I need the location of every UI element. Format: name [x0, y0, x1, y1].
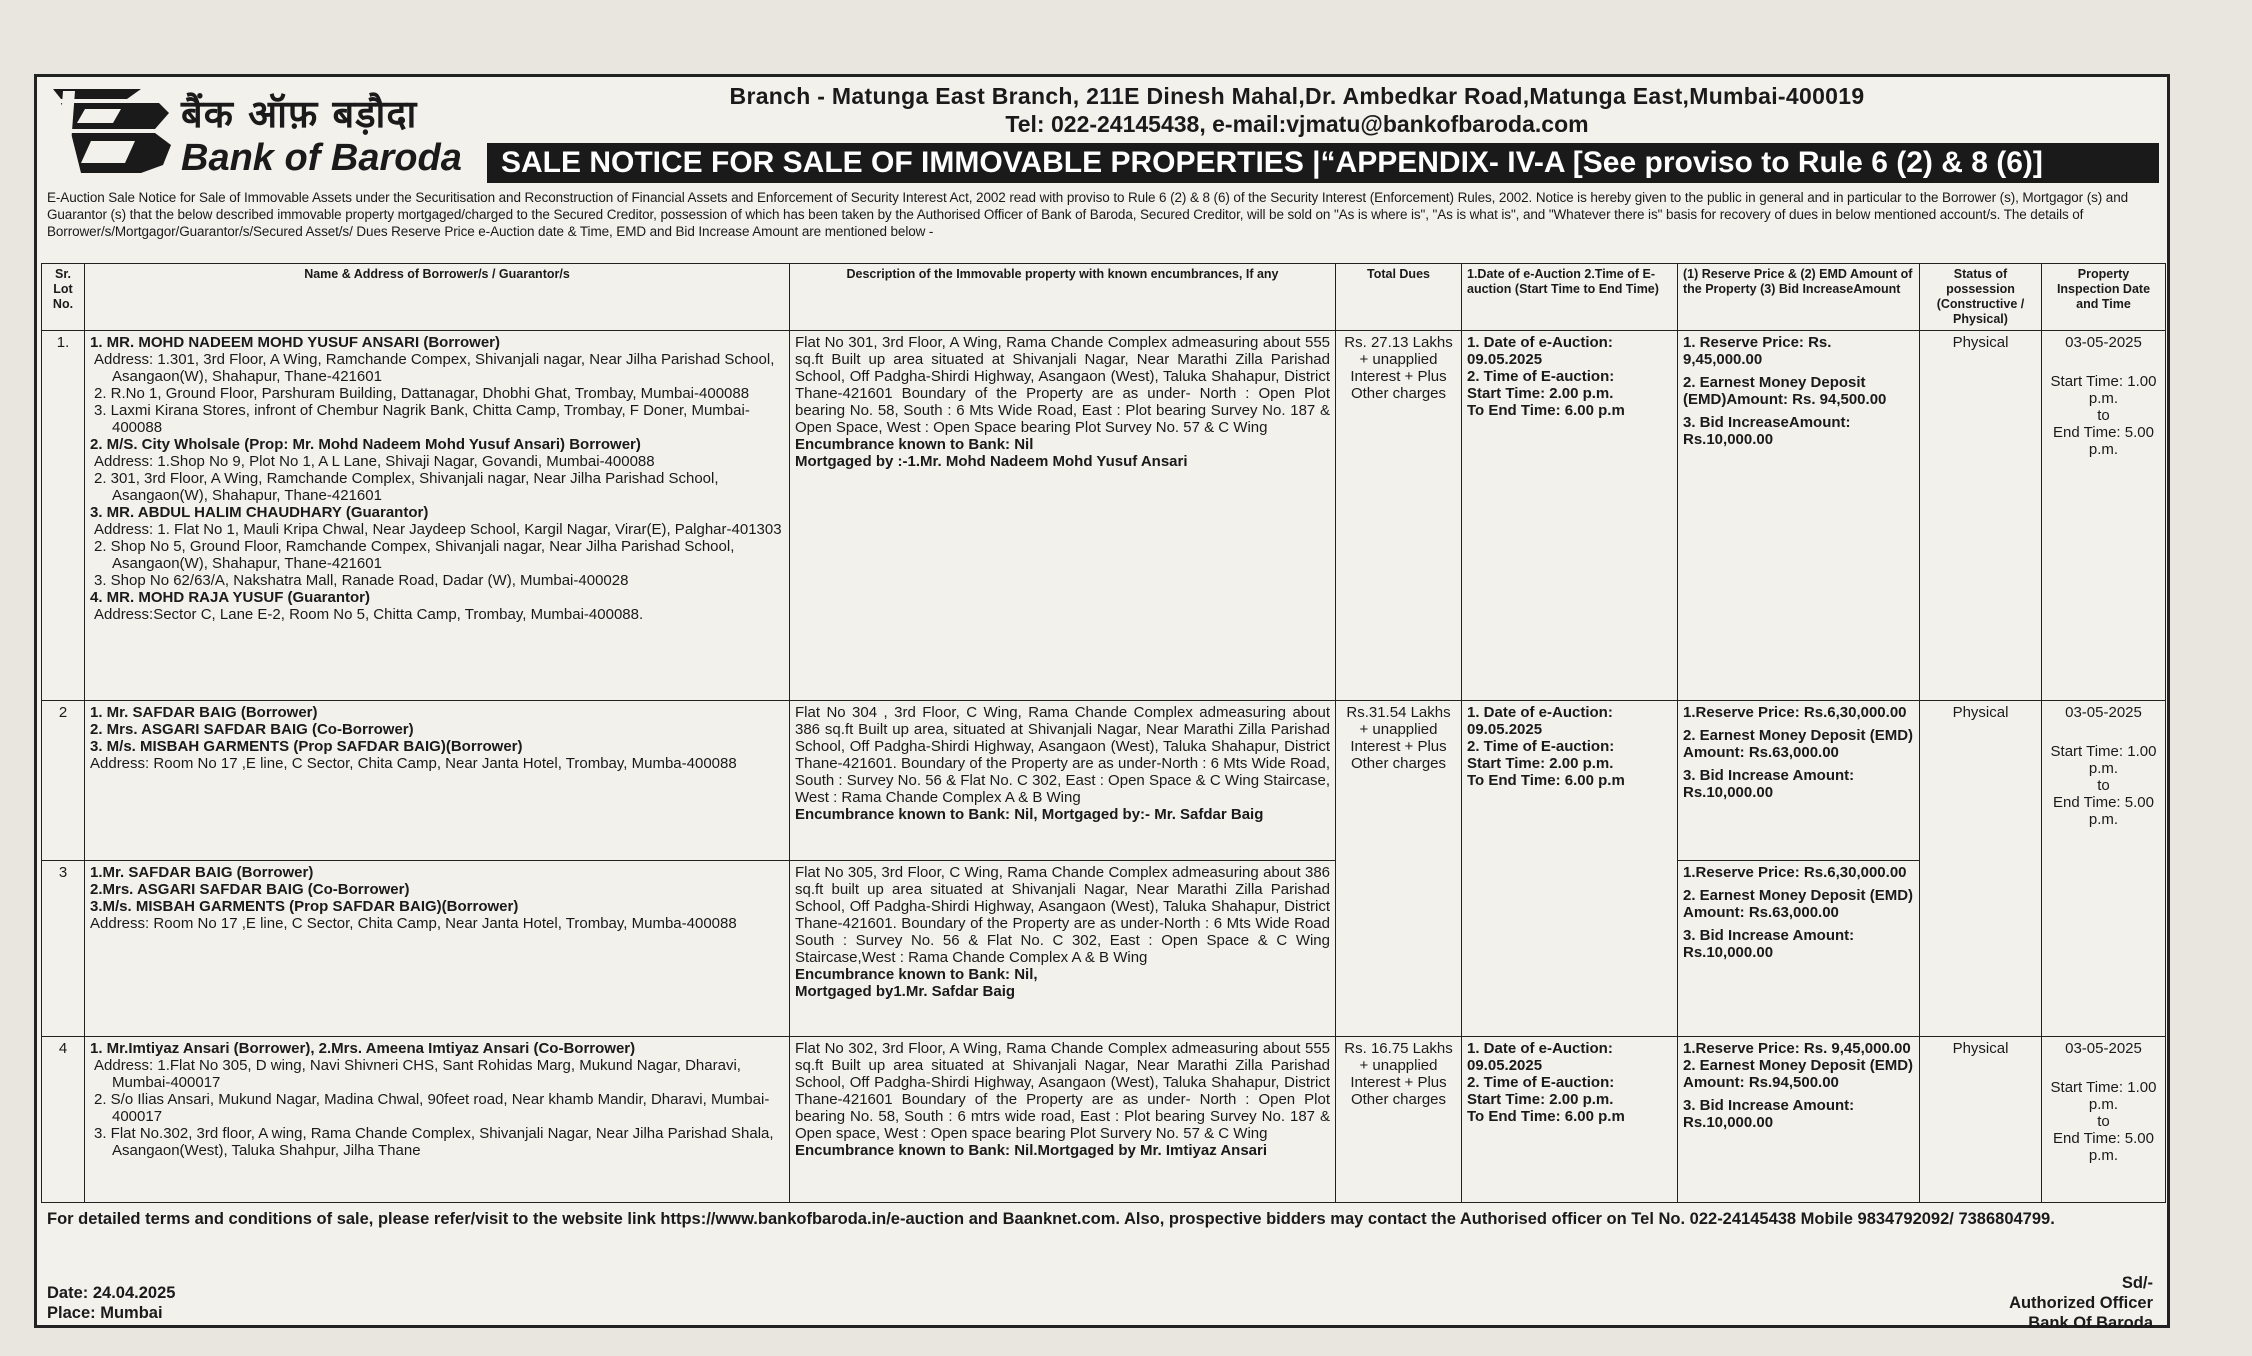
emd-amount: 2. Earnest Money Deposit (EMD) Amount: Rs.94,500.00 [1683, 1057, 1914, 1091]
branch-address: Branch - Matunga East Branch, 211E Dinesh Mahal,Dr. Ambedkar Road,Matunga East,Mumbai-400019 [729, 83, 1865, 109]
notice-place: Place: Mumbai [47, 1304, 163, 1322]
party-line: Address:Sector C, Lane E-2, Room No 5, Chitta Camp, Trombay, Mumbai-400088. [94, 606, 644, 623]
signature-block [2009, 1273, 2153, 1333]
property-text: Flat No 302, 3rd Floor, A Wing, Rama Chande Complex admeasuring about 555 sq.ft Built up area situated at Shivanjali Nagar, Near Marathi Zilla Parishad School, Off Padgha-Shirdi Highway, Asangaon (West), Taluka Shahapur, District Thane-421601 Boundary of the Property are as under- North : Open Plot bearing No. 58, South : 6 mtrs wide road, East : Plot bearing Survey No. 187 & Open space, West : Open space bearing Plot Survery No. 57 & C Wing [795, 1040, 1330, 1142]
inspection-to: to [2097, 1113, 2110, 1130]
auction-schedule [1462, 331, 1678, 701]
properties-table [41, 263, 2166, 1203]
date-place-block [47, 1283, 175, 1323]
party-line: Address: 1.301, 3rd Floor, A Wing, Ramchande Compex, Shivanjali nagar, Near Jilha Parishad School, Asangaon(W), Shahapur, Thane-421601 [94, 351, 775, 385]
reserve-price: 1. Reserve Price: Rs. 9,45,000.00 [1683, 334, 1832, 368]
inspection-end: End Time: 5.00 p.m. [2053, 794, 2154, 828]
price-details [1678, 331, 1920, 701]
bid-increase: 3. Bid IncreaseAmount: Rs.10,000.00 [1683, 414, 1851, 448]
party-title: 2. Mrs. ASGARI SAFDAR BAIG (Co-Borrower) [90, 721, 414, 738]
party-title: 3. M/s. MISBAH GARMENTS (Prop SAFDAR BAIG)(Borrower) [90, 738, 523, 755]
auction-schedule [1462, 1037, 1678, 1203]
table-row [42, 1037, 2166, 1203]
lot-number: 3 [42, 861, 85, 1037]
auction-time-label: 2. Time of E-auction: [1467, 1074, 1615, 1091]
col-header-name: Name & Address of Borrower/s / Guarantor/s [85, 264, 790, 331]
auction-start: Start Time: 2.00 p.m. [1467, 1091, 1614, 1108]
inspection-to: to [2097, 777, 2110, 794]
inspection-schedule [2042, 331, 2166, 701]
col-header-status: Status of possession (Constructive / Physical) [1920, 264, 2042, 331]
inspection-schedule [2042, 701, 2166, 1037]
party-title: 3.M/s. MISBAH GARMENTS (Prop SAFDAR BAIG)(Borrower) [90, 898, 519, 915]
party-title: 1. MR. MOHD NADEEM MOHD YUSUF ANSARI (Borrower) [90, 334, 501, 351]
party-title: 1.Mr. SAFDAR BAIG (Borrower) [90, 864, 314, 881]
inspection-date: 03-05-2025 [2065, 704, 2142, 721]
emd-amount: 2. Earnest Money Deposit (EMD) Amount: Rs.63,000.00 [1683, 727, 1914, 761]
inspection-date: 03-05-2025 [2065, 334, 2142, 351]
emd-amount: 2. Earnest Money Deposit (EMD) Amount: Rs.63,000.00 [1683, 887, 1914, 921]
inspection-start: Start Time: 1.00 p.m. [2050, 1079, 2157, 1113]
encumbrance-text: Encumbrance known to Bank: Nil [795, 436, 1034, 453]
table-row [42, 861, 2166, 1037]
col-header-price: (1) Reserve Price & (2) EMD Amount of the Property (3) Bid IncreaseAmount [1678, 264, 1920, 331]
total-dues: Rs.31.54 Lakhs + unapplied Interest + Plus Other charges [1336, 701, 1462, 1037]
encumbrance-text: Encumbrance known to Bank: Nil, [795, 966, 1038, 983]
auction-date: 1. Date of e-Auction: 09.05.2025 [1467, 1040, 1613, 1074]
property-text: Flat No 305, 3rd Floor, C Wing, Rama Chande Complex admeasuring about 386 sq.ft built up area situated at Shivanjali Nagar, Near Marathi Zilla Parishad School, Off Padgha-Shirdi Highway, Asangaon (West), Taluka Shahapur, District Thane-421601. Boundary of the Property are as under-North : 6 Mts Wide Road South : Survey No. 56 & Flat No. C 302, East : Open Space & C Wing Staircase,West : Rama Chande Complex A & B Wing [795, 864, 1330, 966]
mortgaged-text: Mortgaged by :-1.Mr. Mohd Nadeem Mohd Yusuf Ansari [795, 453, 1188, 470]
party-title: 4. MR. MOHD RAJA YUSUF (Guarantor) [90, 589, 371, 606]
notice-date: Date: 24.04.2025 [47, 1284, 176, 1302]
bid-increase: 3. Bid Increase Amount: Rs.10,000.00 [1683, 767, 1855, 801]
auction-end: To End Time: 6.00 p.m [1467, 1108, 1625, 1125]
col-header-desc: Description of the Immovable property with known encumbrances, If any [790, 264, 1336, 331]
party-title: 2. M/S. City Wholsale (Prop: Mr. Mohd Nadeem Mohd Yusuf Ansari) Borrower) [90, 436, 641, 453]
party-line: 2. R.No 1, Ground Floor, Parshuram Building, Dattanagar, Dhobhi Ghat, Trombay, Mumbai-400088 [94, 385, 750, 402]
property-description [790, 861, 1336, 1037]
inspection-end: End Time: 5.00 p.m. [2053, 1130, 2154, 1164]
inspection-end: End Time: 5.00 p.m. [2053, 424, 2154, 458]
reserve-price: 1.Reserve Price: Rs. 9,45,000.00 [1683, 1040, 1911, 1057]
encumbrance-text: Encumbrance known to Bank: Nil, Mortgaged by:- Mr. Safdar Baig [795, 806, 1264, 823]
encumbrance-text: Encumbrance known to Bank: Nil.Mortgaged by Mr. Imtiyaz Ansari [795, 1142, 1268, 1159]
party-line: 3. Shop No 62/63/A, Nakshatra Mall, Ranade Road, Dadar (W), Mumbai-400028 [94, 572, 629, 589]
col-header-auction: 1.Date of e-Auction 2.Time of E-auction (Start Time to End Time) [1462, 264, 1678, 331]
auction-start: Start Time: 2.00 p.m. [1467, 385, 1614, 402]
table-row [42, 331, 2166, 701]
possession-status: Physical [1920, 331, 2042, 701]
possession-status: Physical [1920, 1037, 2042, 1203]
borrower-details [85, 861, 790, 1037]
price-details [1678, 861, 1920, 1037]
bid-increase: 3. Bid Increase Amount: Rs.10,000.00 [1683, 1097, 1855, 1131]
lot-number: 4 [42, 1037, 85, 1203]
bank-of-baroda-logo-icon [51, 85, 175, 175]
emd-amount: 2. Earnest Money Deposit (EMD)Amount: Rs. 94,500.00 [1683, 374, 1887, 408]
property-text: Flat No 304 , 3rd Floor, C Wing, Rama Chande Complex admeasuring about 386 sq.ft Built up area, situated at Shivanjali Nagar, Near Marathi Zilla Parishad School, Off Padgha-Shirdi Highway, Asangaon (West), Taluka Shahapur, District Thane-421601. Boundary of the Property are as under-North : 6 Mts Wide Road, South : Survey No. 56 & Flat No. C 302, East : Open Space & C Wing Staircase, West : Rama Chande Complex A & B Wing [795, 704, 1330, 806]
table-row [42, 701, 2166, 861]
possession-status: Physical [1920, 701, 2042, 1037]
party-title: 2.Mrs. ASGARI SAFDAR BAIG (Co-Borrower) [90, 881, 410, 898]
property-description [790, 1037, 1336, 1203]
officer-title: Authorized Officer [2009, 1294, 2153, 1312]
branch-contact: Tel: 022-24145438, e-mail:vjmatu@bankofbaroda.com [1005, 111, 1589, 137]
party-line: 3. Laxmi Kirana Stores, infront of Chembur Nagrik Bank, Chitta Camp, Trombay, F Doner, Mumbai-400088 [94, 402, 750, 436]
table-header-row [42, 264, 2166, 331]
inspection-schedule [2042, 1037, 2166, 1203]
price-details [1678, 701, 1920, 861]
mortgaged-text: Mortgaged by1.Mr. Safdar Baig [795, 983, 1016, 1000]
reserve-price: 1.Reserve Price: Rs.6,30,000.00 [1683, 704, 1907, 721]
borrower-details [85, 331, 790, 701]
inspection-date: 03-05-2025 [2065, 1040, 2142, 1057]
officer-bank: Bank Of Baroda [2028, 1314, 2153, 1332]
auction-start: Start Time: 2.00 p.m. [1467, 755, 1614, 772]
auction-end: To End Time: 6.00 p.m [1467, 772, 1625, 789]
total-dues: Rs. 27.13 Lakhs + unapplied Interest + Plus Other charges [1336, 331, 1462, 701]
auction-date: 1. Date of e-Auction: 09.05.2025 [1467, 334, 1613, 368]
reserve-price: 1.Reserve Price: Rs.6,30,000.00 [1683, 864, 1907, 881]
party-line: 2. 301, 3rd Floor, A Wing, Ramchande Complex, Shivanjali nagar, Near Jilha Parishad School, Asangaon(W), Shahapur, Thane-421601 [94, 470, 719, 504]
party-line: Address: 1. Flat No 1, Mauli Kripa Chwal, Near Jaydeep School, Kargil Nagar, Virar(E), Palghar-401303 [94, 521, 782, 538]
party-line: Address: 1.Flat No 305, D wing, Navi Shivneri CHS, Sant Rohidas Marg, Mukund Nagar, Dharavi, Mumbai-400017 [94, 1057, 741, 1091]
property-text: Flat No 301, 3rd Floor, A Wing, Rama Chande Complex admeasuring about 555 sq.ft Built up area situated at Shivanjali Nagar, Near Marathi Zilla Parishad School, Off Padgha-Shirdi Highway, Asangaon (West), Taluka Shahapur, District Thane-421601 Boundary of the Property are as under- North : Open Plot bearing No. 58, South : 6 Mts Wide Road, East : Plot bearing Survey No. 187 & Open Space, West : Open Space bearing Plot Survey No. 57 & C Wing [795, 334, 1330, 436]
col-header-sr: Sr. Lot No. [42, 264, 85, 331]
bid-increase: 3. Bid Increase Amount: Rs.10,000.00 [1683, 927, 1855, 961]
auction-schedule [1462, 701, 1678, 1037]
borrower-details [85, 1037, 790, 1203]
bank-logo [51, 85, 491, 181]
auction-time-label: 2. Time of E-auction: [1467, 368, 1615, 385]
auction-end: To End Time: 6.00 p.m [1467, 402, 1625, 419]
inspection-start: Start Time: 1.00 p.m. [2050, 373, 2157, 407]
party-line: 3. Flat No.302, 3rd floor, A wing, Rama Chande Complex, Shivanjali Nagar, Near Jilha Parishad Shala, Asangaon(West), Taluka Shahpur, Jilha Thane [94, 1125, 774, 1159]
party-line: 2. S/o Ilias Ansari, Mukund Nagar, Madina Chwal, 90feet road, Near khamb Mandir, Dharavi, Mumbai-400017 [94, 1091, 770, 1125]
lot-number: 1. [42, 331, 85, 701]
price-details [1678, 1037, 1920, 1203]
party-line: 2. Shop No 5, Ground Floor, Ramchande Compex, Shivanjali nagar, Near Jilha Parishad School, Asangaon(W), Shahapur, Thane-421601 [94, 538, 735, 572]
logo-english-text: Bank of Baroda [181, 137, 462, 179]
party-address: Address: Room No 17 ,E line, C Sector, Chita Camp, Near Janta Hotel, Trombay, Mumba-400088 [90, 915, 737, 932]
notice-frame [34, 74, 2170, 1332]
notice-title-banner: SALE NOTICE FOR SALE OF IMMOVABLE PROPERTIES |“APPENDIX- IV-A [See proviso to Rule 6 (2) & 8 (6)] [487, 143, 2159, 183]
party-title: 3. MR. ABDUL HALIM CHAUDHARY (Guarantor) [90, 504, 429, 521]
party-address: Address: Room No 17 ,E line, C Sector, Chita Camp, Near Janta Hotel, Trombay, Mumba-400088 [90, 755, 737, 772]
logo-hindi-text: बैंक ऑफ़ बड़ौदा [181, 92, 418, 136]
intro-paragraph: E-Auction Sale Notice for Sale of Immovable Assets under the Securitisation and Reconstruction of Financial Assets and Enforcement of Security Interest Act, 2002 read with proviso to Rule 6 (2) & 8 (6) of the Security Interest (Enforcement) Rules, 2002. Notice is hereby given to the public in general and in particular to the Borrower (s), Mortgagor (s) and Guarantor (s) that the below described immovable property mortgaged/charged to the Secured Creditor, possession of which has been taken by the Authorised Officer of Bank of Baroda, Secured Creditor, will be sold on "As is where is", "As is what is", and "Whatever there is" basis for recovery of dues in below mentioned account/s. The details of Borrower/s/Mortgagor/Guarantor/s/Secured Asset/s/ Dues Reserve Price e-Auction date & Time, EMD and Bid Increase Amount are mentioned below - [47, 190, 2129, 239]
auction-date: 1. Date of e-Auction: 09.05.2025 [1467, 704, 1613, 738]
borrower-details [85, 701, 790, 861]
col-header-inspection: Property Inspection Date and Time [2042, 264, 2166, 331]
col-header-dues: Total Dues [1336, 264, 1462, 331]
inspection-start: Start Time: 1.00 p.m. [2050, 743, 2157, 777]
auction-time-label: 2. Time of E-auction: [1467, 738, 1615, 755]
inspection-to: to [2097, 407, 2110, 424]
property-description [790, 331, 1336, 701]
property-description [790, 701, 1336, 861]
party-title: 1. Mr. SAFDAR BAIG (Borrower) [90, 704, 318, 721]
party-line: Address: 1.Shop No 9, Plot No 1, A L Lane, Shivaji Nagar, Govandi, Mumbai-400088 [94, 453, 655, 470]
signature-sd: Sd/- [2121, 1274, 2153, 1292]
terms-footer: For detailed terms and conditions of sale, please refer/visit to the website link https://www.bankofbaroda.in/e-auction and Baanknet.com. Also, prospective bidders may contact the Authorised officer on Tel No. 022-24145438 Mobile 9834792092/ 7386804799. [47, 1210, 2055, 1228]
party-title: 1. Mr.Imtiyaz Ansari (Borrower), 2.Mrs. Ameena Imtiyaz Ansari (Co-Borrower) [90, 1040, 636, 1057]
lot-number: 2 [42, 701, 85, 861]
total-dues: Rs. 16.75 Lakhs + unapplied Interest + Plus Other charges [1336, 1037, 1462, 1203]
